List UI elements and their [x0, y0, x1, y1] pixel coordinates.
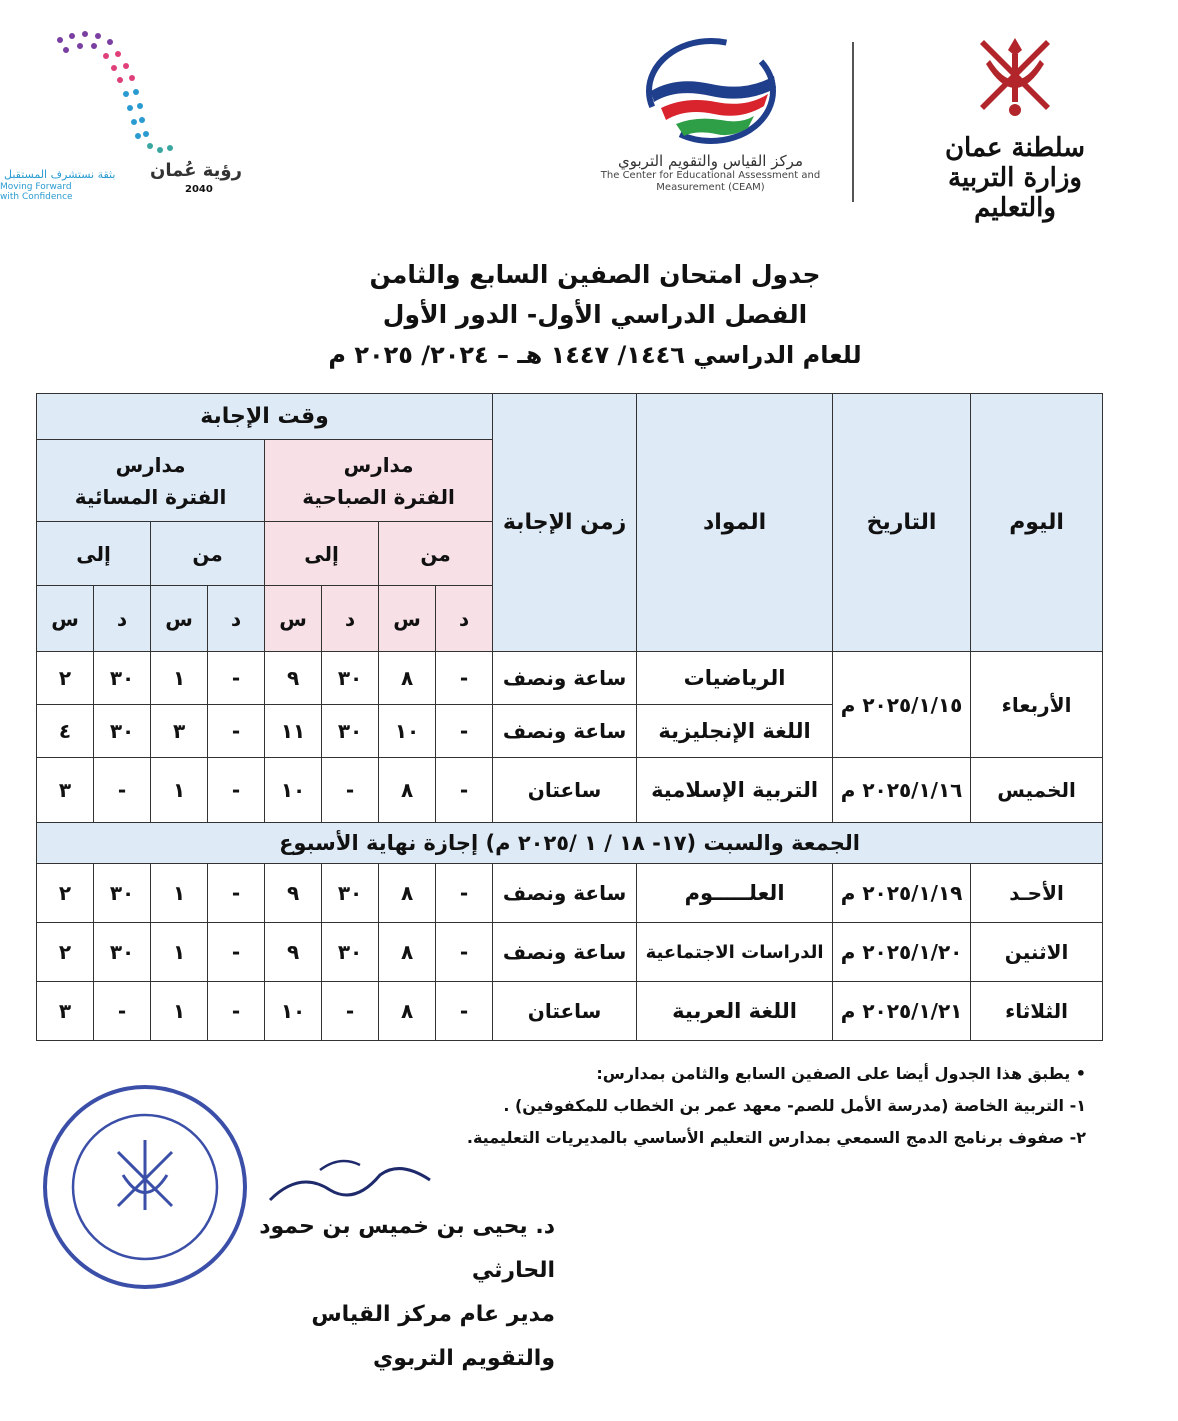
row-cell: ٨ — [379, 982, 436, 1041]
evening-from-hour: س — [151, 586, 208, 652]
row-duration: ساعة ونصف — [493, 864, 637, 923]
header-morning-schools — [265, 440, 493, 522]
header-evening-schools — [37, 440, 265, 522]
notes-intro: • يطبق هذا الجدول أيضا على الصفين السابع والثامن بمدارس: — [596, 1064, 1086, 1083]
row-cell: - — [94, 758, 151, 823]
evening-to-hour: س — [37, 586, 94, 652]
row-cell: ٨ — [379, 923, 436, 982]
row-cell: - — [436, 864, 493, 923]
row-day: الثلاثاء — [971, 982, 1103, 1041]
evening-to: إلى — [37, 522, 151, 586]
row-subject: التربية الإسلامية — [637, 758, 833, 823]
row-cell: ١ — [151, 652, 208, 705]
vision-dots-icon — [0, 20, 250, 170]
row-cell: ١٠ — [379, 705, 436, 758]
row-day: الأربعاء — [971, 652, 1103, 758]
table-row — [37, 982, 1103, 1041]
row-day: الاثنين — [971, 923, 1103, 982]
oman-emblem-icon — [970, 30, 1060, 125]
morning-label-line1: مدارس — [343, 452, 414, 477]
row-cell: ٣٠ — [322, 652, 379, 705]
row-cell: ٩ — [265, 652, 322, 705]
row-cell: ١ — [151, 864, 208, 923]
row-cell: ٣ — [37, 982, 94, 1041]
ministry-name-line1: سلطنة عمان — [944, 133, 1086, 163]
evening-from: من — [151, 522, 265, 586]
row-subject: الدراسات الاجتماعية — [637, 923, 833, 982]
row-cell: - — [208, 864, 265, 923]
table-row — [37, 652, 1103, 705]
row-cell: ٣ — [37, 758, 94, 823]
row-cell: ٩ — [265, 864, 322, 923]
vision-2040-logo — [0, 20, 250, 210]
evening-label-line1: مدارس — [115, 452, 186, 477]
row-cell: ٣٠ — [322, 705, 379, 758]
exam-schedule-table — [36, 393, 1103, 1041]
title-line2: الفصل الدراسي الأول- الدور الأول — [382, 300, 808, 329]
ceam-arabic-name: مركز القياس والتقويم التربوي — [618, 152, 803, 170]
table-row — [37, 864, 1103, 923]
row-cell: ٣٠ — [322, 923, 379, 982]
document-title — [250, 255, 940, 375]
row-cell: ٢ — [37, 864, 94, 923]
morning-from-min: د — [436, 586, 493, 652]
vision-slogan-ar: بثقة نستشرف المستقبل — [4, 168, 116, 181]
table-row — [37, 758, 1103, 823]
row-date: ٢٠٢٥/١/١٦ م — [833, 758, 971, 823]
row-cell: ١ — [151, 982, 208, 1041]
vision-year: 2040 — [185, 184, 213, 195]
row-cell: ١٠ — [265, 758, 322, 823]
row-cell: - — [208, 652, 265, 705]
row-cell: ١١ — [265, 705, 322, 758]
row-cell: ٣٠ — [94, 705, 151, 758]
ceam-logo — [588, 36, 833, 226]
notes-item-1: ١- التربية الخاصة (مدرسة الأمل للصم- معهد عمر بن الخطاب للمكفوفين) . — [503, 1096, 1086, 1115]
vision-slogan-en: Moving Forward with Confidence — [0, 182, 73, 202]
evening-to-min: د — [94, 586, 151, 652]
evening-label-line2: الفترة المسائية — [74, 484, 227, 509]
row-date: ٢٠٢٥/١/٢١ م — [833, 982, 971, 1041]
official-stamp-icon — [38, 1080, 253, 1295]
title-line1: جدول امتحان الصفين السابع والثامن — [369, 260, 821, 289]
table-row — [37, 923, 1103, 982]
row-cell: ١ — [151, 758, 208, 823]
row-cell: ٣ — [151, 705, 208, 758]
row-cell: - — [208, 705, 265, 758]
morning-from: من — [379, 522, 493, 586]
row-cell: ٣٠ — [94, 652, 151, 705]
row-cell: ٩ — [265, 923, 322, 982]
row-duration: ساعة ونصف — [493, 705, 637, 758]
row-cell: - — [322, 758, 379, 823]
signatory-title: مدير عام مركز القياس والتقويم التربوي — [311, 1302, 555, 1371]
row-cell: ٢ — [37, 923, 94, 982]
row-cell: ٣٠ — [94, 864, 151, 923]
weekend-break-text: الجمعة والسبت (١٧- ١٨ / ١ /٢٠٢٥ م) إجازة نهاية الأسبوع — [37, 823, 1103, 864]
header-divider — [852, 42, 854, 202]
morning-to: إلى — [265, 522, 379, 586]
row-cell: ١ — [151, 923, 208, 982]
row-cell: - — [208, 982, 265, 1041]
row-cell: ٨ — [379, 864, 436, 923]
row-cell: - — [436, 652, 493, 705]
row-cell: - — [436, 705, 493, 758]
row-day: الأحـد — [971, 864, 1103, 923]
row-cell: - — [208, 758, 265, 823]
ceam-globe-icon — [636, 36, 786, 146]
row-day: الخميس — [971, 758, 1103, 823]
row-cell: - — [436, 982, 493, 1041]
notes-section — [386, 1058, 1086, 1154]
row-cell: ٣٠ — [322, 864, 379, 923]
morning-to-hour: س — [265, 586, 322, 652]
ministry-name-line2: وزارة التربية والتعليم — [948, 163, 1082, 223]
signatory-name: د. يحيى بن خميس بن حمود الحارثي — [259, 1214, 555, 1283]
row-cell: ١٠ — [265, 982, 322, 1041]
row-duration: ساعتان — [493, 758, 637, 823]
header-duration: زمن الإجابة — [493, 394, 637, 652]
weekend-break-row — [37, 823, 1103, 864]
header-answer-time: وقت الإجابة — [37, 394, 493, 440]
row-subject: العلـــــوم — [637, 864, 833, 923]
row-subject: اللغة الإنجليزية — [637, 705, 833, 758]
header-day: اليوم — [971, 394, 1103, 652]
title-line3: للعام الدراسي ١٤٤٦/ ١٤٤٧ هـ – ٢٠٢٤/ ٢٠٢٥ م — [328, 341, 862, 369]
header-date: التاريخ — [833, 394, 971, 652]
header-subject: المواد — [637, 394, 833, 652]
row-duration: ساعة ونصف — [493, 652, 637, 705]
row-cell: - — [436, 923, 493, 982]
vision-title: رؤية عُمان — [150, 160, 242, 181]
row-cell: ٣٠ — [94, 923, 151, 982]
morning-label-line2: الفترة الصباحية — [302, 484, 455, 509]
morning-from-hour: س — [379, 586, 436, 652]
ceam-english-name: The Center for Educational Assessment and Measurement (CEAM) — [600, 170, 821, 193]
row-cell: ٢ — [37, 652, 94, 705]
row-duration: ساعتان — [493, 982, 637, 1041]
row-cell: - — [94, 982, 151, 1041]
row-cell: - — [436, 758, 493, 823]
row-date: ٢٠٢٥/١/١٥ م — [833, 652, 971, 758]
row-date: ٢٠٢٥/١/١٩ م — [833, 864, 971, 923]
row-date: ٢٠٢٥/١/٢٠ م — [833, 923, 971, 982]
row-cell: ٤ — [37, 705, 94, 758]
evening-from-min: د — [208, 586, 265, 652]
row-subject: الرياضيات — [637, 652, 833, 705]
morning-to-min: د — [322, 586, 379, 652]
row-cell: - — [322, 982, 379, 1041]
row-cell: ٨ — [379, 758, 436, 823]
signature-block — [225, 1205, 555, 1381]
ministry-logo — [915, 30, 1115, 223]
row-cell: ٨ — [379, 652, 436, 705]
row-duration: ساعة ونصف — [493, 923, 637, 982]
row-cell: - — [208, 923, 265, 982]
notes-item-2: ٢- صفوف برنامج الدمج السمعي بمدارس التعليم الأساسي بالمديريات التعليمية. — [466, 1128, 1086, 1147]
row-subject: اللغة العربية — [637, 982, 833, 1041]
